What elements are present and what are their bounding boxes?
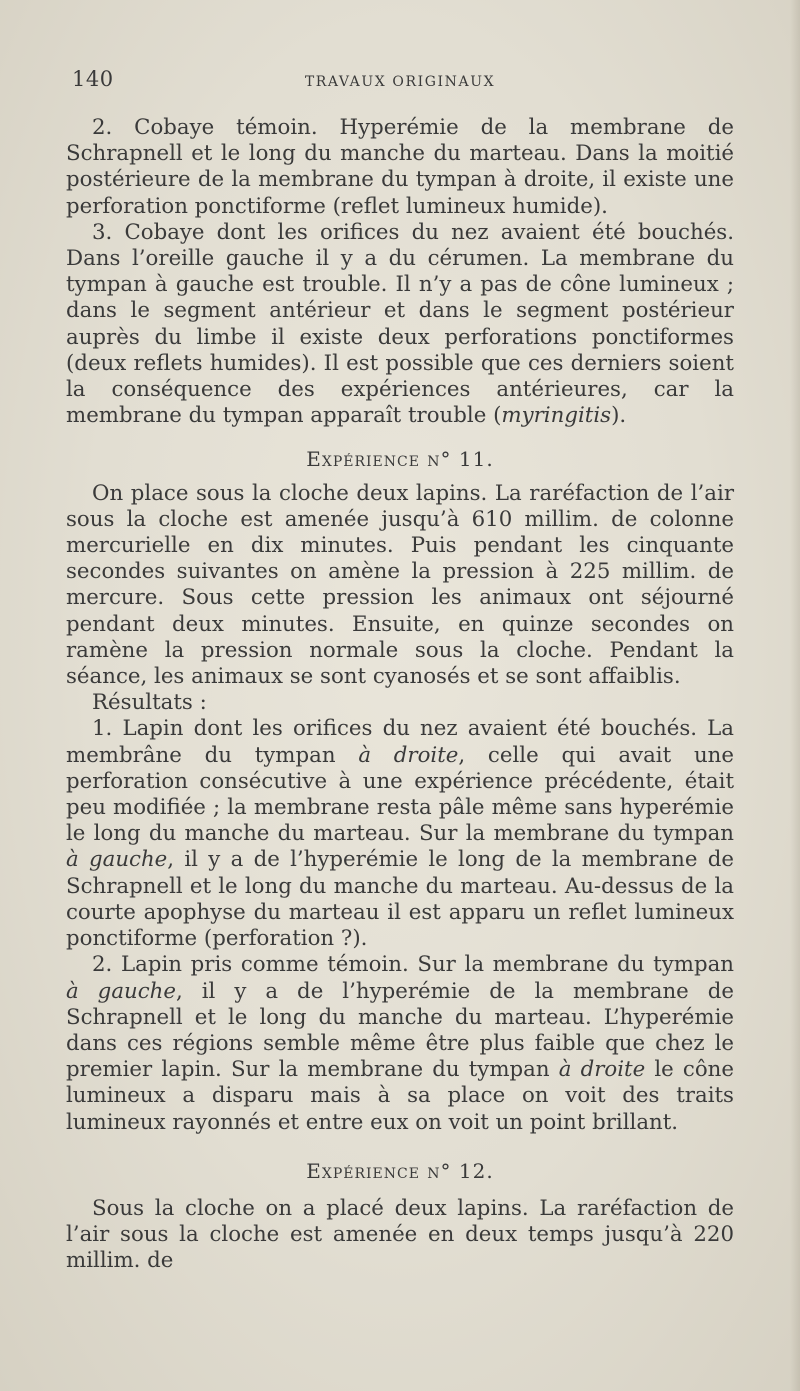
running-head: TRAVAUX ORIGINAUX [304,74,496,90]
page-number: 140 [72,67,114,91]
para5-italic-a-gauche: à gauche [66,978,176,1004]
body-text [66,115,734,1275]
para4-part2: , celle qui avait une perforation consécutive à une expérience précédente, était peu modifiée ; la membrane resta pâle même sans hyperémie le long du manche du marteau. Sur la membrane du tympan [66,742,734,847]
heading-experience-11: Expérience n° 11. [306,447,494,472]
para2-text-after: ). [611,403,627,429]
paragraph-experience-11-setup: On place sous la cloche deux lapins. La raréfaction de l’air sous la cloche est amenée jusqu’à 610 millim. de colonne mercurielle en dix minutes. Puis pendant les cinquante secondes suivantes on amène la pression à 225 millim. de mercure. Sous cette pression les animaux ont séjourné pendant deux minutes. Ensuite, en quinze secondes on ramène la pression normale sous la cloche. Pendant la séance, les animaux se sont cyanosés et se sont affaiblis. [66,480,734,690]
para4-part1: 1. Lapin dont les orifices du nez avaient été bouchés. La membrâne du tympan [66,716,734,768]
para5-part1: 2. Lapin pris comme témoin. Sur la membrane du tympan [92,952,734,978]
paragraph-experience-12-setup: Sous la cloche on a placé deux lapins. La raréfaction de l’air sous la cloche est amenée en deux temps jusqu’à 220 millim. de [66,1195,734,1274]
paragraph-lapin-1 [66,716,734,952]
para2-text-before: 3. Cobaye dont les orifices du nez avaient été bouchés. Dans l’oreille gauche il y a du cérumen. La membrane du tympan à gauche est trouble. Il n’y a pas de cône lumineux ; dans le segment antérieur et dans le segment postérieur auprès du limbe il existe deux perforations ponctiformes (deux reflets humides). Il est possible que ces derniers soient la conséquence des expériences antérieures, car la membrane du tympan apparaît trouble ( [66,219,734,429]
paragraph-cobaye-nez-bouches [66,220,734,430]
para5-part2: , il y a de l’hyperémie de la membrane de Schrapnell et le long du manche du marteau. L’hyperémie dans ces régions semble même être plus faible que chez le premier lapin. Sur la membrane du tympan [66,978,734,1083]
page-header [70,67,730,93]
paragraph-cobaye-temoin: 2. Cobaye témoin. Hyperémie de la membrane de Schrapnell et le long du manche du marteau. Dans la moitié postérieure de la membrane du tympan à droite, il existe une perforation ponctiforme (reflet lumineux humide). [66,115,734,219]
para5-italic-a-droite: à droite [558,1057,646,1083]
heading-experience-12: Expérience n° 12. [306,1158,494,1183]
paragraph-lapin-2 [66,952,734,1135]
para4-part3: , il y a de l’hyperémie le long de la membrane de Schrapnell et le long du manche du marteau. Au-dessus de la courte apophyse du marteau il est apparu un reflet lumineux ponctiforme (perforation ?). [66,847,734,952]
para4-italic-a-droite: à droite [358,742,459,768]
para5-part3: le cône lumineux a disparu mais à sa place on voit des traits lumineux rayonnés et entre eux on voit un point brillant. [66,1057,734,1135]
para2-italic-myringitis: myringitis [501,403,612,429]
resultats-label: Résultats : [92,690,207,716]
para4-italic-a-gauche: à gauche [66,847,168,873]
